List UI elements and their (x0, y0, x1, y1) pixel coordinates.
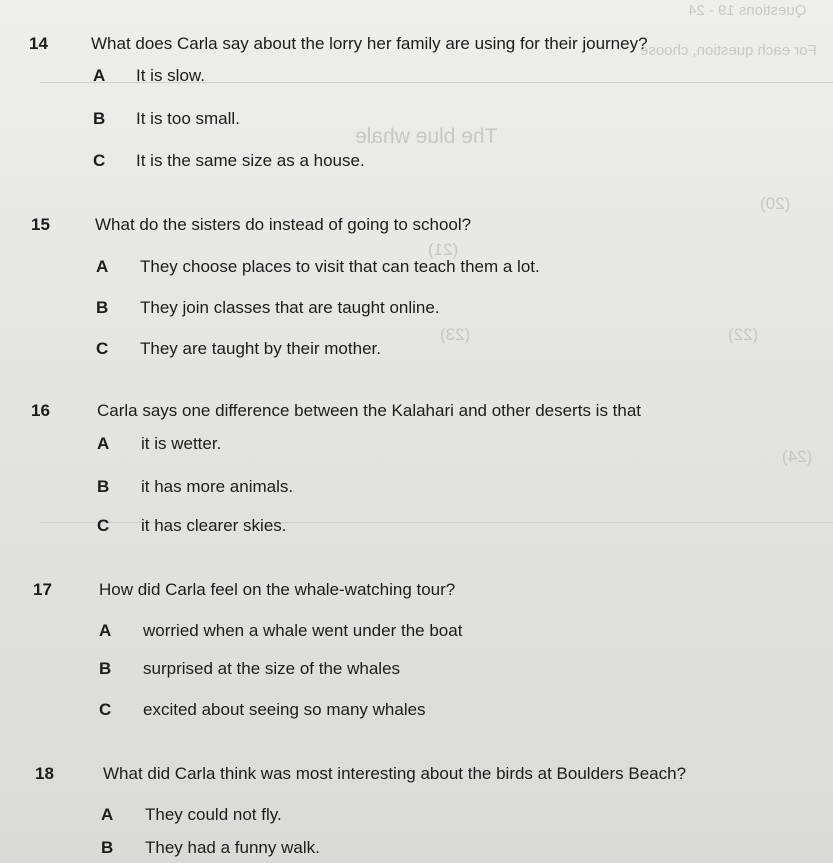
option-text: surprised at the size of the whales (143, 659, 401, 678)
option-letter: C (93, 151, 106, 170)
option-text: They are taught by their mother. (140, 339, 381, 358)
question-text: What did Carla think was most interesting about the birds at Boulders Beach? (103, 764, 687, 783)
option-letter: A (99, 621, 112, 640)
option-letter: A (96, 257, 109, 276)
question-text: What do the sisters do instead of going to school? (95, 215, 472, 234)
option-letter: A (97, 434, 110, 453)
question-text: Carla says one difference between the Kalahari and other deserts is that (97, 401, 642, 420)
option-text: it is wetter. (141, 434, 222, 453)
option-letter: B (101, 838, 114, 857)
question-number: 15 (31, 215, 50, 234)
option-text: It is slow. (136, 66, 205, 85)
option-text: They had a funny walk. (145, 838, 320, 857)
option-text: They join classes that are taught online. (140, 298, 440, 317)
option-letter: B (99, 659, 112, 678)
option-letter: C (96, 339, 109, 358)
showthrough-fragment: (20) (760, 194, 791, 213)
showthrough-fragment: (23) (440, 325, 471, 344)
option-letter: B (93, 109, 106, 128)
showthrough-fragment: Questions 19 - 24 (688, 2, 807, 19)
option-letter: C (99, 700, 112, 719)
question-text: What does Carla say about the lorry her family are using for their journey? (91, 34, 648, 53)
question-number: 18 (35, 764, 54, 783)
option-letter: B (96, 298, 109, 317)
question-text: How did Carla feel on the whale-watching tour? (99, 580, 456, 599)
option-letter: A (93, 66, 106, 85)
option-text: It is the same size as a house. (136, 151, 365, 170)
question-number: 14 (29, 34, 48, 53)
option-text: excited about seeing so many whales (143, 700, 426, 719)
question-number: 16 (31, 401, 50, 420)
option-letter: C (97, 516, 110, 535)
option-text: it has more animals. (141, 477, 294, 496)
showthrough-heading: The blue whale (355, 125, 498, 148)
option-text: It is too small. (136, 109, 240, 128)
option-letter: B (97, 477, 110, 496)
showthrough-fragment: (21) (428, 240, 459, 259)
showthrough-fragment: For each question, choose (640, 42, 817, 59)
option-text: They choose places to visit that can teach them a lot. (140, 257, 540, 276)
question-number: 17 (33, 580, 52, 599)
option-text: They could not fly. (145, 805, 282, 824)
option-text: worried when a whale went under the boat (143, 621, 463, 640)
showthrough-fragment: (24) (782, 447, 813, 466)
showthrough-fragment: (22) (728, 325, 759, 344)
option-text: it has clearer skies. (141, 516, 287, 535)
option-letter: A (101, 805, 114, 824)
